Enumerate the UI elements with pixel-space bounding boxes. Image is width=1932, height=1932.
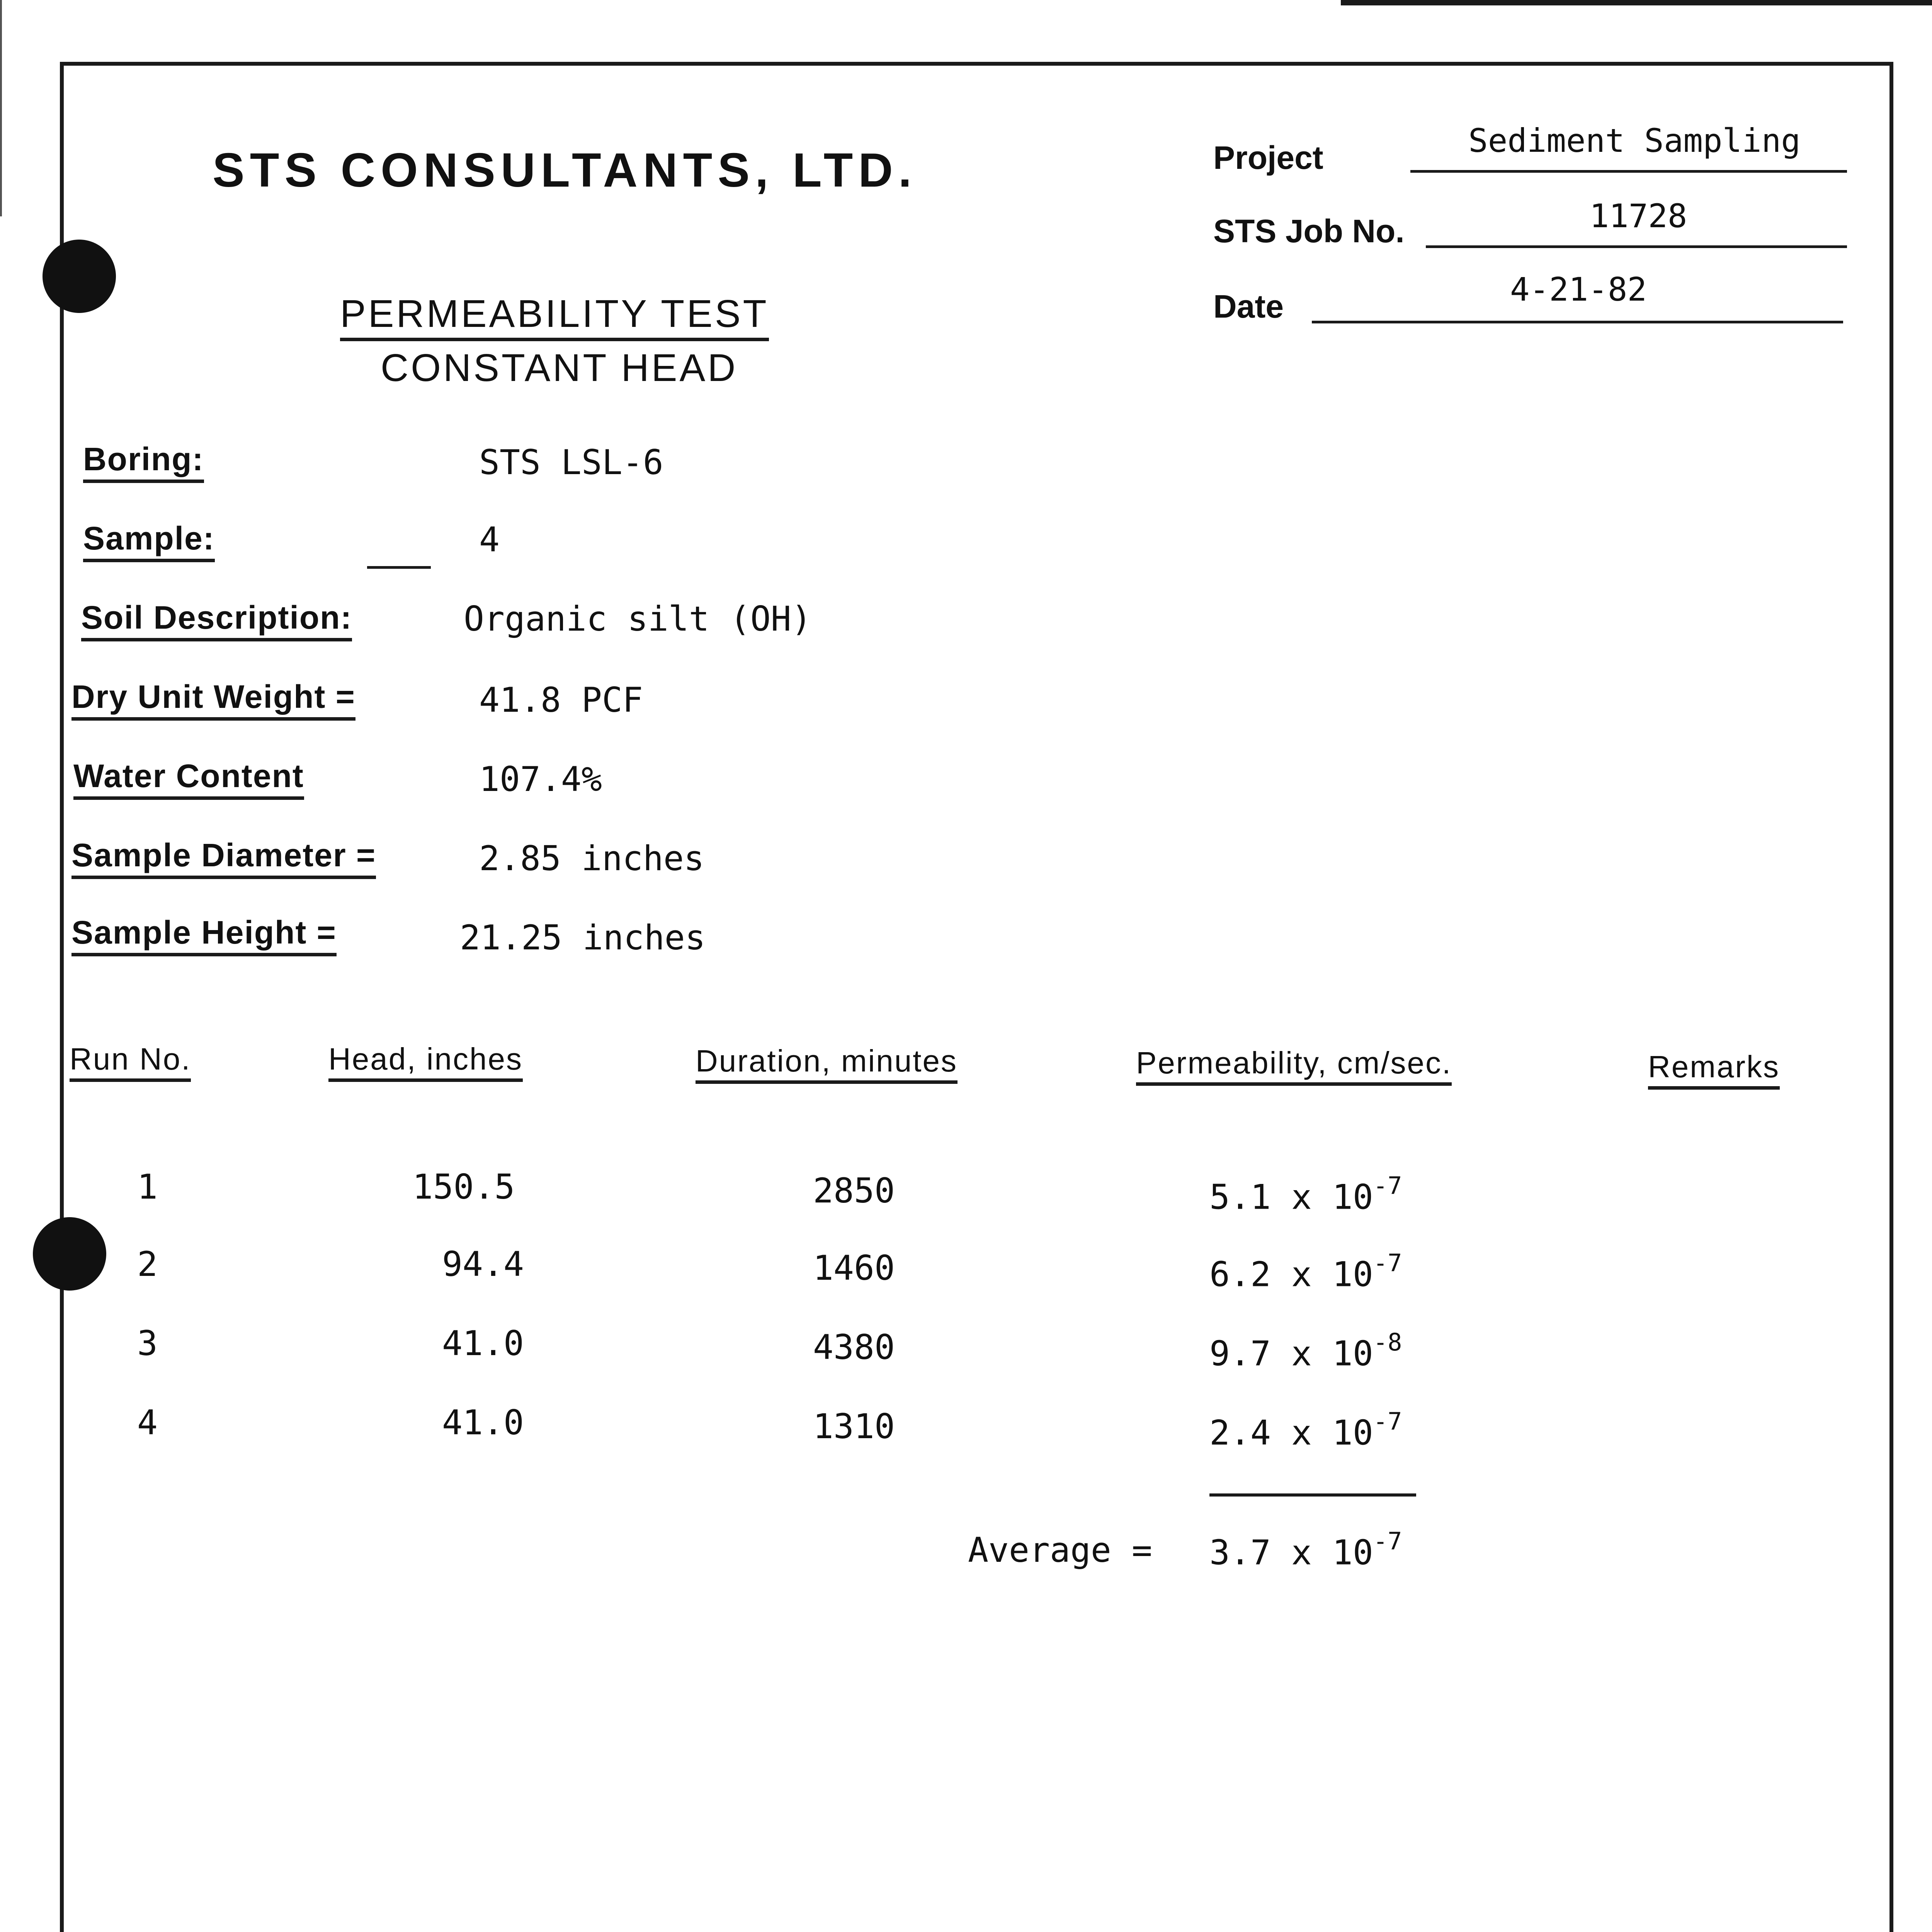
permeability-value: 2.4 x $10^{-7}$: [1209, 1407, 1402, 1453]
duration-value: 4380: [813, 1327, 895, 1367]
duration-value: 1460: [813, 1248, 895, 1288]
document-subtitle: CONSTANT HEAD: [381, 346, 738, 389]
column-header-head: Head, inches: [328, 1041, 523, 1082]
run-number: 1: [137, 1167, 158, 1207]
boring-value: STS LSL-6: [479, 442, 663, 482]
column-header-run: Run No.: [70, 1041, 191, 1082]
run-number: 2: [137, 1244, 158, 1284]
head-value: 150.5: [412, 1167, 515, 1207]
sample-label: Sample:: [83, 520, 215, 562]
duration-value: 1310: [813, 1406, 895, 1446]
run-number: 3: [137, 1323, 158, 1363]
water-content-label: Water Content: [73, 757, 304, 800]
sample-height-label: Sample Height =: [71, 914, 337, 956]
sample-diameter-value: 2.85 inches: [479, 838, 704, 878]
soil-description-label: Soil Description:: [81, 599, 352, 641]
average-rule: [1209, 1493, 1416, 1497]
project-underline: [1410, 170, 1847, 173]
dry-unit-weight-value: 41.8 PCF: [479, 680, 643, 720]
dry-unit-weight-label: Dry Unit Weight =: [71, 678, 355, 721]
water-content-value: 107.4%: [479, 759, 602, 799]
run-number: 4: [137, 1403, 158, 1442]
head-value: 94.4: [442, 1244, 524, 1284]
head-value: 41.0: [442, 1323, 524, 1363]
sample-diameter-label: Sample Diameter =: [71, 837, 376, 879]
column-header-duration: Duration, minutes: [696, 1043, 957, 1084]
average-value: 3.7 x $10^{-7}$: [1209, 1527, 1402, 1573]
permeability-value: 5.1 x $10^{-7}$: [1209, 1172, 1402, 1217]
punch-hole-middle: [33, 1217, 106, 1291]
job-number-value: 11728: [1589, 197, 1687, 235]
page-border: [60, 62, 1893, 1932]
sample-value: 4: [479, 520, 500, 560]
average-label: Average =: [968, 1530, 1152, 1570]
sample-height-value: 21.25 inches: [460, 918, 706, 957]
column-header-remarks: Remarks: [1648, 1049, 1780, 1090]
boring-label: Boring:: [83, 440, 204, 483]
scan-edge: [0, 0, 2, 216]
sample-blank-line: [367, 566, 431, 569]
duration-value: 2850: [813, 1171, 895, 1211]
soil-description-value: Organic silt (OH): [464, 599, 812, 639]
project-label: Project: [1213, 139, 1323, 176]
column-header-permeability: Permeability, cm/sec.: [1136, 1045, 1452, 1086]
date-underline: [1312, 321, 1843, 323]
job-number-underline: [1426, 245, 1847, 248]
company-name: STS CONSULTANTS, LTD.: [213, 144, 917, 197]
scan-top-rule: [1341, 0, 1932, 5]
permeability-value: 9.7 x $10^{-8}$: [1209, 1328, 1402, 1374]
document-title: PERMEABILITY TEST: [340, 292, 769, 341]
job-number-label: STS Job No.: [1213, 213, 1405, 249]
permeability-value: 6.2 x $10^{-7}$: [1209, 1249, 1402, 1294]
date-value: 4-21-82: [1510, 270, 1647, 308]
head-value: 41.0: [442, 1403, 524, 1442]
punch-hole-top: [43, 240, 116, 313]
date-label: Date: [1213, 288, 1284, 325]
project-value: Sediment Sampling: [1468, 122, 1801, 160]
